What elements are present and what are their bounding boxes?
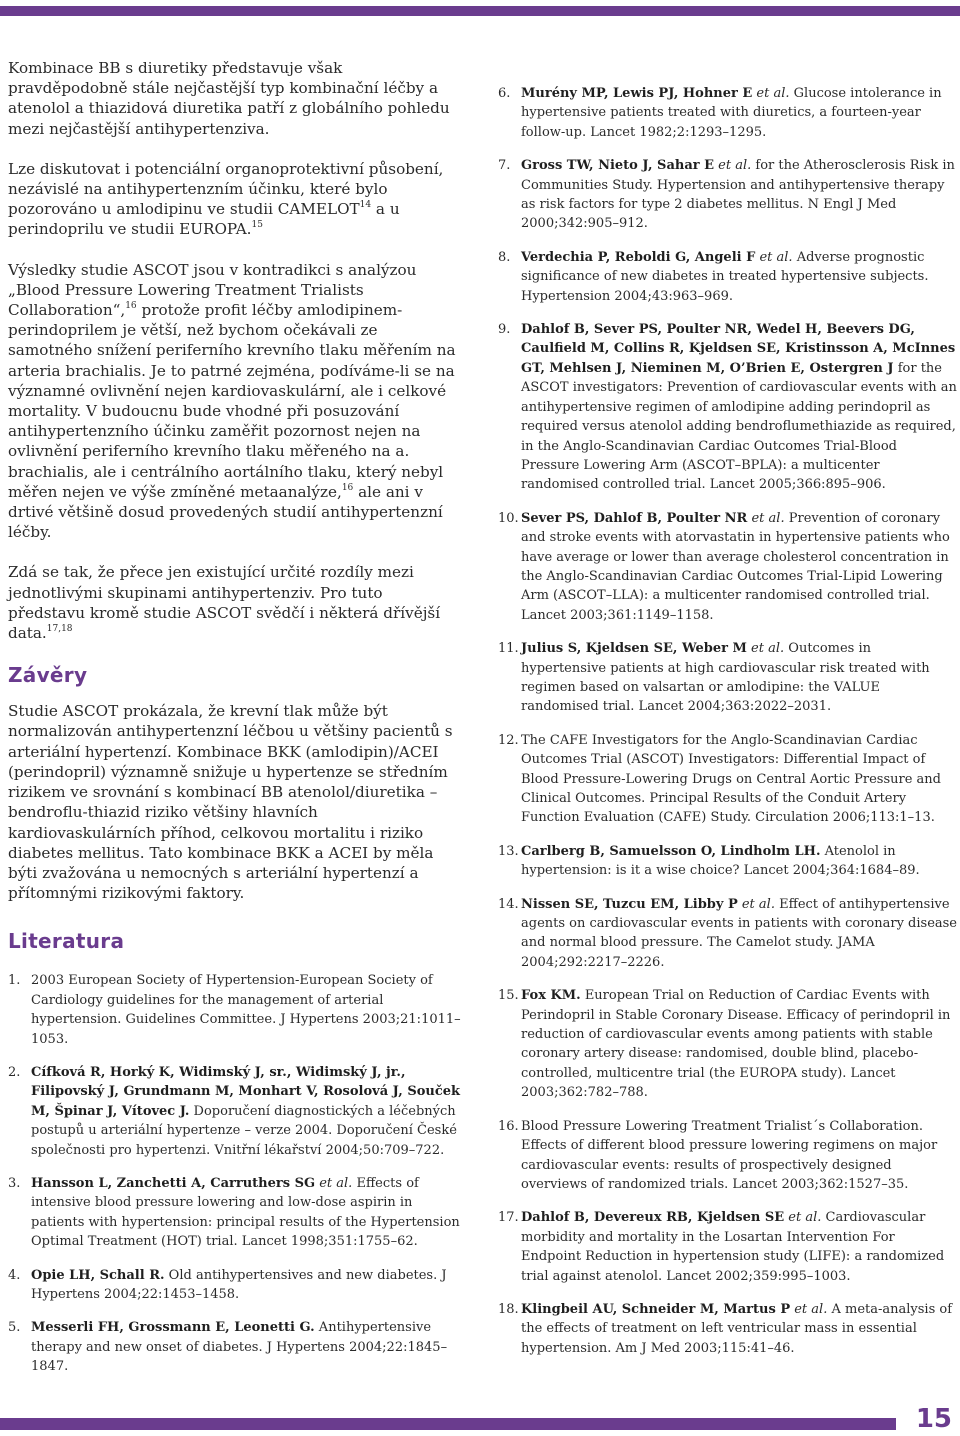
reference-etal: et al. (737, 896, 775, 912)
paragraph-conclusions: Studie ASCOT prokázala, že krevní tlak může být normalizován antihypertenzní léčbou u většiny pacientů s arteriální hypertenzí. Kombinace BKK (amlodipin)/ACEI (perindopril) významně snižuje u hypertenze se středním rizikem ve srovnání s kombinací BB atenolol/diuretika – bendroflu-thiazid riziko většiny hlavních kardiovaskulárních příhod, celkovou mortalitu i riziko diabetes mellitus. Tato kombinace BKK a ACEI by měla býti zvažována u nemocných s arteriální hypertenzí a přítomnými rizikovými faktory. (8, 702, 453, 903)
reference-number: 15. (498, 988, 519, 1004)
reference-authors: Messerli FH, Grossmann E, Leonetti G. (31, 1320, 315, 1336)
reference-text: Adverse prognostic significance of new diabetes in treated hypertensive subjects. Hypertension 2004;43:963–969. (521, 249, 929, 304)
reference-number: 7. (498, 158, 511, 174)
reference-item (498, 731, 958, 828)
reference-item (498, 639, 958, 717)
reference-number: 1. (8, 973, 21, 989)
reference-item (498, 1208, 958, 1286)
citation-sup: 17,18 (46, 624, 73, 635)
reference-item (8, 1063, 463, 1160)
reference-authors: Carlberg B, Samuelsson O, Lindholm LH. (521, 843, 821, 859)
reference-authors: Sever PS, Dahlof B, Poulter NR (521, 510, 748, 526)
reference-etal: et al. (784, 1210, 822, 1226)
reference-authors: Nissen SE, Tuzcu EM, Libby P (521, 896, 738, 912)
heading-conclusions: Závěry (8, 663, 88, 688)
reference-number: 3. (8, 1175, 21, 1191)
citation-sup: 14 (359, 200, 372, 211)
reference-text: for the ASCOT investigators: Prevention of cardiovascular events with an antihypertensive regimen of amlodipine adding perindopril as required versus atenolol adding bendroflumethiazide as required, in the Anglo-Scandinavian Cardiac Outcomes Trial-Blood Pressure Lowering Arm (ASCOT–BPLA): a multicenter randomised controlled trial. Lancet 2005;366:895–906. (521, 360, 957, 493)
reference-text: Effect of antihypertensive agents on cardiovascular events in patients with coronary disease and normal blood pressure. The Camelot study. JAMA 2004;292:2217–2226. (521, 896, 958, 970)
paragraph-ascot-results: Výsledky studie ASCOT jsou v kontradikci s analýzou „Blood Pressure Lowering Treatment Trialists Collaboration“,$^{16}$ protože profit léčby amlodipinem-perindoprilem je větší, než bychom očekávali ze samotného snížení periferního krevního tlaku měřením na arteria brachialis. Je to patrné zejména, podíváme-li se na významné ovlivnění nejen kardiovaskulární, ale i celkové mortality. V budoucnu bude vhodné při posuzování antihypertenzního účinku zaměřit pozornost nejen na ovlivnění periferního krevního tlaku měřeného na a. brachialis, ale i centrálního aortálního tlaku, který nebyl měřen nejen ve výše zmíněné metaanalýze,$^{16}$ ale ani v drtivé většině dosud provedených studií antihypertenzní léčby. (8, 260, 456, 542)
reference-etal: et al. (790, 1301, 828, 1317)
reference-number: 10. (498, 510, 519, 526)
reference-authors: Cífková R, Horký K, Widimský J, sr., Widimský J, jr., Filipovský J, Grundmann M, Monhart V, Rosolová J, Souček M, Špinar J, Vítovec J. (31, 1064, 461, 1119)
reference-authors: Dahlof B, Devereux RB, Kjeldsen SE (521, 1210, 785, 1226)
reference-number: 18. (498, 1301, 519, 1317)
reference-authors: Verdechia P, Reboldi G, Angeli F (521, 249, 756, 265)
reference-number: 17. (498, 1210, 519, 1226)
reference-etal: et al. (755, 249, 793, 265)
citation-sup: 16 (341, 482, 354, 493)
reference-authors: Hansson L, Zanchetti A, Carruthers SG (31, 1175, 316, 1191)
reference-text: Prevention of coronary and stroke events with atorvastatin in hypertensive patients who have average or lower than average cholesterol concentration in the Anglo-Scandinavian Cardiac Outcomes Trial-Lipid Lowering Arm (ASCOT–LLA): a multicenter randomised controlled trial. Lancet 2003;361:1149–1158. (521, 510, 950, 623)
reference-text: for the Atherosclerosis Risk in Communities Study. Hypertension and antihypertensive therapy as risk factors for type 2 diabetes mellitus. N Engl J Med 2000;342:905–912. (521, 158, 955, 232)
reference-text: Old antihypertensives and new diabetes. J Hypertens 2004;22:1453–1458. (31, 1267, 447, 1302)
reference-authors: Fox KM. (521, 988, 581, 1004)
reference-authors: Opie LH, Schall R. (31, 1267, 165, 1283)
reference-item (498, 156, 958, 234)
top-accent-bar (0, 6, 960, 16)
reference-item (8, 1318, 463, 1376)
reference-text: Cardiovascular morbidity and mortality in the Losartan Intervention For Endpoint Reduction in hypertension study (LIFE): a randomized trial against atenolol. Lancet 2002;359:995–1003. (521, 1210, 945, 1284)
paragraph-bb-diuretics: Kombinace BB s diuretiky představuje však pravděpodobně stále nejčastější typ kombinační léčby a atenolol a thiazidová diuretika patří z globálního pohledu mezi nejčastější antihypertenziva. (8, 59, 450, 138)
reference-number: 2. (8, 1064, 21, 1080)
reference-number: 6. (498, 86, 511, 101)
reference-authors: Dahlof B, Sever PS, Poulter NR, Wedel H, Beevers DG, Caulfield M, Collins R, Kjeldsen SE, Kristinsson A, McInnes GT, Mehlsen J, Nieminen M, O’Brien E, Ostergren J (521, 322, 956, 376)
citation-sup: 15 (251, 220, 263, 231)
reference-number: 9. (498, 322, 511, 338)
reference-text: Outcomes in hypertensive patients at high cardiovascular risk treated with regimen based on valsartan or amlodipine: the VALUE randomised trial. Lancet 2004;363:2022–2031. (521, 641, 930, 715)
reference-authors: Gross TW, Nieto J, Sahar E (521, 158, 715, 174)
citation-sup: 16 (125, 300, 137, 311)
reference-etal: et al. (746, 641, 785, 657)
reference-etal: et al. (747, 510, 785, 526)
reference-number: 12. (498, 732, 519, 748)
reference-number: 4. (8, 1267, 21, 1283)
reference-item (498, 986, 958, 1102)
reference-item (498, 842, 958, 881)
reference-text: Blood Pressure Lowering Treatment Trialist´s Collaboration. Effects of different blood pressure lowering regimens on major cardiovascular events: results of prospectively designed overviews of randomized trials. Lancet 2003;362:1527–35. (521, 1118, 938, 1192)
reference-text: The CAFE Investigators for the Anglo-Scandinavian Cardiac Outcomes Trial (ASCOT) Investigators: Differential Impact of Blood Pressure-Lowering Drugs on Central Aortic Pressure and Clinical Outcomes. Principal Results of the Conduit Artery Function Evaluation (CAFE) Study. Circulation 2006;113:1–13. (521, 732, 942, 826)
reference-item (498, 1117, 958, 1195)
bottom-accent-bar (0, 1418, 896, 1430)
reference-text: 2003 European Society of Hypertension-European Society of Cardiology guidelines for the management of arterial hypertension. Guidelines Committee. J Hypertens 2003;21:1011–1053. (31, 973, 461, 1047)
reference-number: 8. (498, 249, 511, 265)
reference-text: Antihypertensive therapy and new onset of diabetes. J Hypertens 2004;22:1845–1847. (31, 1320, 448, 1375)
reference-item (498, 509, 958, 625)
reference-etal: et al. (752, 86, 790, 101)
reference-authors: Klingbeil AU, Schneider M, Martus P (521, 1301, 791, 1317)
reference-authors: Murény MP, Lewis PJ, Hohner E (521, 86, 753, 101)
reference-number: 16. (498, 1118, 519, 1134)
reference-text: Atenolol in hypertension: is it a wise choice? Lancet 2004;364:1684–89. (521, 843, 920, 879)
reference-text: A meta-analysis of the effects of treatment on left ventricular mass in essential hypertension. Am J Med 2003;115:41–46. (521, 1301, 953, 1356)
reference-item (498, 84, 958, 142)
reference-etal: et al. (714, 158, 752, 174)
reference-item (8, 1266, 463, 1305)
reference-text: Doporučení diagnostických a léčebných postupů u arteriální hypertenze – verze 2004. Doporučení České společnosti pro hypertenzi. Vnitřní lékařství 2004;50:709–722. (31, 1103, 457, 1158)
reference-authors: Julius S, Kjeldsen SE, Weber M (521, 641, 747, 657)
reference-number: 14. (498, 896, 519, 912)
reference-text: European Trial on Reduction of Cardiac Events with Perindopril in Stable Coronary Disease. Efficacy of perindopril in reduction of cardiovascular events among patients with stable coronary artery disease: randomised, double blind, placebo-controlled, multicentre trial (the EUROPA study). Lancet 2003;362:782–788. (521, 988, 951, 1101)
paragraph-differences: Zdá se tak, že přece jen existující určité rozdíly mezi jednotlivými skupinami antihypertenziv. Pro tuto představu kromě studie ASCOT svědčí i některá dřívější data.$^{17,18}$ (8, 563, 441, 643)
reference-text: Glucose intolerance in hypertensive patients treated with diuretics, a fourteen-year follow-up. Lancet 1982;2:1293–1295. (521, 86, 942, 140)
heading-literature: Literatura (8, 929, 125, 954)
reference-item (8, 1174, 463, 1252)
left-column (8, 58, 463, 1391)
right-column (498, 84, 958, 1372)
reference-list-left (8, 971, 463, 1376)
reference-item (8, 971, 463, 1049)
reference-number: 5. (8, 1320, 21, 1336)
reference-list-right (498, 84, 958, 1358)
reference-etal: et al. (315, 1175, 353, 1191)
page-number: 15 (915, 1404, 952, 1434)
reference-item (498, 1300, 958, 1358)
reference-item (498, 248, 958, 306)
paragraph-organoprotection: Lze diskutovat i potenciální organoprotektivní působení, nezávislé na antihypertenzním účinku, které bylo pozorováno u amlodipinu ve studii CAMELOT$^{14}$ a u perindoprilu ve studii EUROPA.$^{15}$ (8, 159, 444, 239)
reference-number: 11. (498, 641, 519, 657)
reference-item (498, 895, 958, 973)
reference-number: 13. (498, 843, 519, 859)
reference-text: Effects of intensive blood pressure lowering and low-dose aspirin in patients with hypertension: principal results of the Hypertension Optimal Treatment (HOT) trial. Lancet 1998;351:1755–62. (31, 1175, 460, 1250)
reference-item (498, 320, 958, 495)
